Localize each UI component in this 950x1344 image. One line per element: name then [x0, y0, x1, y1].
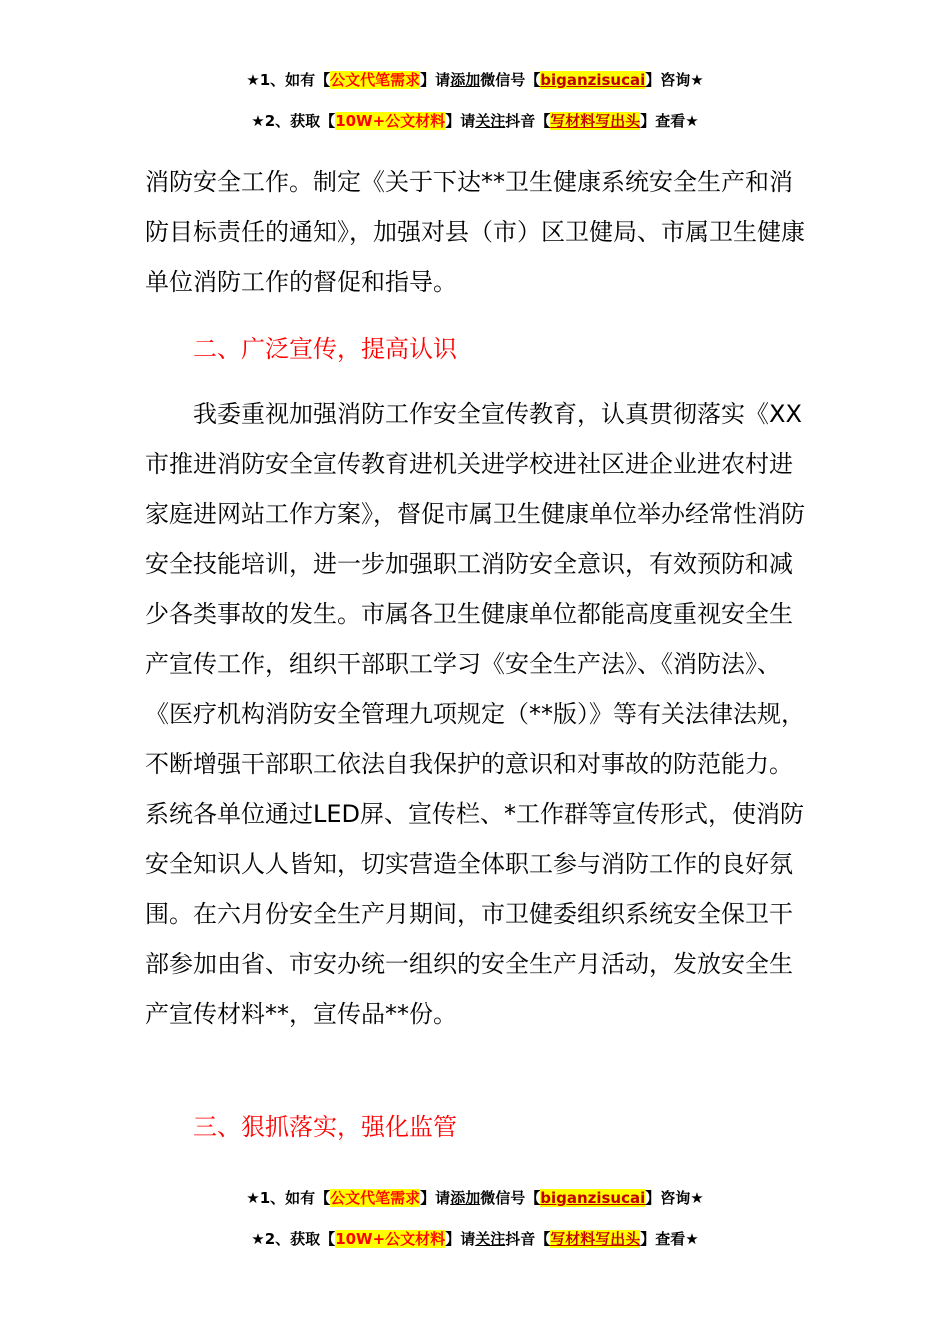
- promo-suffix: 】查看★: [640, 112, 699, 130]
- paragraph-publicity: 我委重视加强消防工作安全宣传教育，认真贯彻落实《XX市推进消防安全宣传教育进机关进学校进社区进企业进农村进家庭进网站工作方案》，督促市属卫生健康单位举办经常性消防安全技能培训，进一步加强职工消防安全意识，有效预防和减少各类事故的发生。市属各卫生健康单位都能高度重视安全生产宣传工作，组织干部职工学习《安全生产法》、《消防法》、《医疗机构消防安全管理九项规定（**版）》等有关法律法规，不断增强干部职工依法自我保护的意识和对事故的防范能力。系统各单位通过LED屏、宣传栏、*工作群等宣传形式，使消防安全知识人人皆知，切实营造全体职工参与消防工作的良好氛围。在六月份安全生产月期间，市卫健委组织系统安全保卫干部参加由省、市安办统一组织的安全生产月活动，发放安全生产宣传材料**，宣传品**份。: [145, 400, 805, 1028]
- promo-highlight-materials: 10W+公文材料: [335, 1230, 446, 1248]
- promo-emphasis: 添加: [450, 71, 481, 89]
- promo-text: 微信号【: [480, 71, 541, 89]
- promo-text: 】请: [420, 1189, 451, 1207]
- promo-text: 微信号【: [480, 1189, 541, 1207]
- promo-line-bottom-2: [0, 1229, 950, 1249]
- promo-highlight-materials: 10W+公文材料: [335, 112, 446, 130]
- promo-wechat-id[interactable]: biganzisucai: [540, 1189, 646, 1207]
- promo-highlight-service: 公文代笔需求: [330, 1189, 421, 1207]
- promo-text: 抖音【: [505, 112, 551, 130]
- section-heading-2: 二、广泛宣传，提高认识: [193, 335, 457, 363]
- promo-prefix: ★2、获取【: [251, 1230, 336, 1248]
- promo-emphasis: 关注: [475, 112, 506, 130]
- promo-douyin-account[interactable]: 写材料写出头: [550, 1230, 641, 1248]
- promo-suffix: 】咨询★: [645, 71, 704, 89]
- promo-highlight-service: 公文代笔需求: [330, 71, 421, 89]
- promo-line-bottom-1: [0, 1188, 950, 1208]
- promo-douyin-account[interactable]: 写材料写出头: [550, 112, 641, 130]
- promo-text: 抖音【: [505, 1230, 551, 1248]
- promo-line-top-2: [0, 111, 950, 131]
- promo-emphasis: 添加: [450, 1189, 481, 1207]
- paragraph-continued: 消防安全工作。制定《关于下达**卫生健康系统安全生产和消防目标责任的通知》，加强对县（市）区卫健局、市属卫生健康单位消防工作的督促和指导。: [145, 168, 805, 296]
- promo-text: 】请: [420, 71, 451, 89]
- promo-wechat-id[interactable]: biganzisucai: [540, 71, 646, 89]
- section-heading-3: 三、狠抓落实，强化监管: [193, 1113, 457, 1141]
- promo-emphasis: 关注: [475, 1230, 506, 1248]
- promo-prefix: ★2、获取【: [251, 112, 336, 130]
- promo-suffix: 】咨询★: [645, 1189, 704, 1207]
- promo-text: 】请: [445, 1230, 476, 1248]
- promo-line-top-1: [0, 70, 950, 90]
- promo-prefix: ★1、如有【: [246, 71, 331, 89]
- promo-prefix: ★1、如有【: [246, 1189, 331, 1207]
- promo-suffix: 】查看★: [640, 1230, 699, 1248]
- promo-text: 】请: [445, 112, 476, 130]
